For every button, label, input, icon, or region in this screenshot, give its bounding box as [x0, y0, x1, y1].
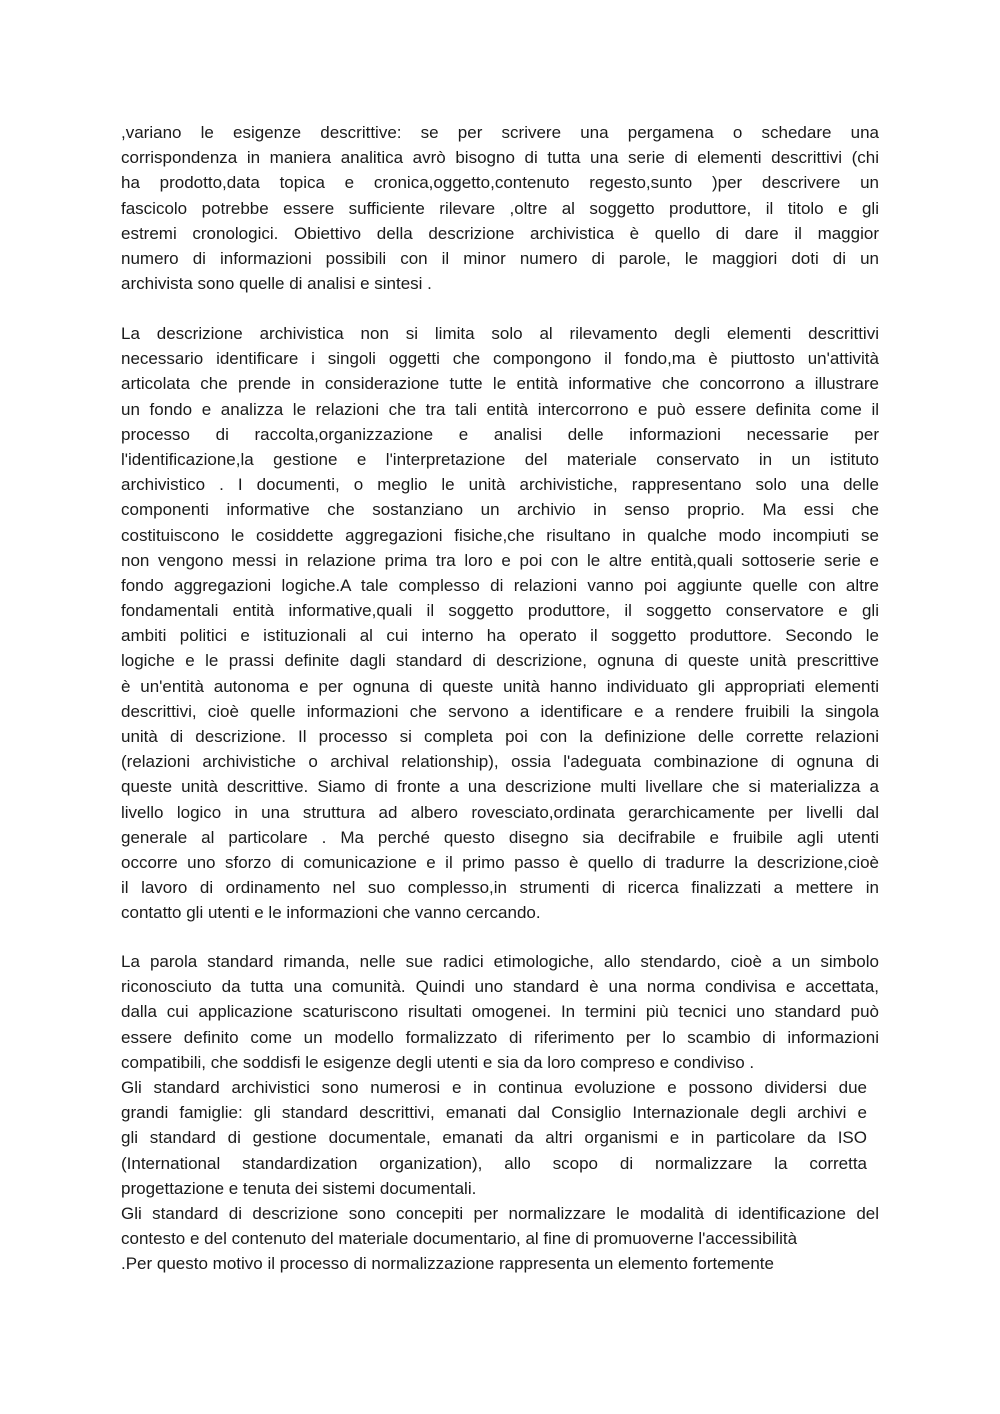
paragraph-1	[121, 120, 879, 296]
text-line: fascicolo potrebbe essere sufficiente rilevare ,oltre al soggetto produttore, il titolo e gli	[121, 198, 879, 218]
text-line: contatto gli utenti e le informazioni che vanno cercando.	[121, 903, 541, 923]
text-line: l'identificazione,la gestione e l'interpretazione del materiale conservato in un istituto	[121, 449, 879, 469]
text-line: unità di descrizione. Il processo si completa poi con la definizione delle corrette relazioni	[121, 727, 879, 746]
text-line: è un'entità autonoma e per ognuna di queste unità hanno individuato gli appropriati elementi	[121, 676, 879, 696]
text-line: archivista sono quelle di analisi e sintesi .	[121, 274, 432, 294]
text-line: numero di informazioni possibili con il minor numero di parole, le maggiori doti di un	[121, 248, 879, 268]
text-line: livello logico in una struttura ad albero rovesciato,ordinata gerarchicamente per livelli dal	[121, 802, 879, 822]
text-line: non vengono messi in relazione prima tra loro e poi con le altre entità,quali sottoserie serie e	[121, 550, 879, 570]
text-line: Gli standard archivistici sono numerosi e in continua evoluzione e possono dividersi due	[121, 1077, 867, 1097]
text-line: fondamentali entità informative,quali il soggetto produttore, il soggetto conservatore e gli	[121, 601, 879, 621]
text-line: grandi famiglie: gli standard descrittivi, emanati dal Consiglio Internazionale degli archivi e	[121, 1103, 867, 1123]
text-line: La descrizione archivistica non si limita solo al rilevamento degli elementi descrittivi	[121, 324, 879, 343]
text-line: compatibili, che soddisfi le esigenze degli utenti e sia da loro compreso e condiviso .	[121, 1052, 755, 1072]
text-line: processo di raccolta,organizzazione e analisi delle informazioni necessarie per	[121, 424, 879, 444]
text-line: (International standardization organization), allo scopo di normalizzare la corretta	[121, 1153, 867, 1173]
text-line: ,variano le esigenze descrittive: se per scrivere una pergamena o schedare una	[121, 123, 879, 142]
text-line: .Per questo motivo il processo di normalizzazione rappresenta un elemento fortemente	[121, 1254, 774, 1274]
text-line: descrittivi, cioè quelle informazioni che servono a identificare e a rendere fruibili la singola	[121, 701, 879, 721]
text-line: La parola standard rimanda, nelle sue radici etimologiche, allo stendardo, cioè a un simbolo	[121, 952, 879, 971]
text-line: fondo aggregazioni logiche.A tale complesso di relazioni vanno poi aggiunte quelle con altre	[121, 575, 879, 595]
text-line: estremi cronologici. Obiettivo della descrizione archivistica è quello di dare il maggior	[121, 223, 879, 243]
text-line: necessario identificare i singoli oggetti che compongono il fondo,ma è piuttosto un'attività	[121, 349, 879, 369]
paragraph-3	[121, 949, 879, 1276]
text-line: dalla cui applicazione scaturiscono risultati omogenei. In termini più tecnici uno standard può	[121, 1002, 879, 1022]
text-line: occorre uno sforzo di comunicazione e il primo passo è quello di tradurre la descrizione,cioè	[121, 852, 879, 872]
text-line: articolata che prende in considerazione tutte le entità informative che concorrono a illustrare	[121, 374, 879, 394]
text-line: gli standard di gestione documentale, emanati da altri organismi e in particolare da ISO	[121, 1128, 867, 1148]
text-line: queste unità descrittive. Siamo di fronte a una descrizione multi livellare che si materializza a	[121, 777, 879, 797]
text-line: contesto e del contenuto del materiale documentario, al fine di promuoverne l'accessibilità	[121, 1229, 798, 1249]
text-line: riconosciuto da tutta una comunità. Quindi uno standard è una norma condivisa e accettata,	[121, 977, 879, 997]
text-line: logiche e le prassi definite dagli standard di descrizione, ognuna di queste unità prescrittive	[121, 651, 879, 671]
text-line: Gli standard di descrizione sono concepiti per normalizzare le modalità di identificazione del	[121, 1203, 879, 1223]
text-line: archivistico . I documenti, o meglio le unità archivistiche, rappresentano solo una delle	[121, 475, 879, 495]
text-line: costituiscono le cosiddette aggregazioni fisiche,che risultano in qualche modo incompiuti se	[121, 525, 879, 545]
text-line: progettazione e tenuta dei sistemi documentali.	[121, 1178, 477, 1198]
text-line: ambiti politici e istituzionali al cui interno ha operato il soggetto produttore. Secondo le	[121, 626, 879, 646]
text-line: generale al particolare . Ma perché questo disegno sia decifrabile e fruibile agli utenti	[121, 827, 879, 847]
text-line: corrispondenza in maniera analitica avrò bisogno di tutta una serie di elementi descrittivi (chi	[121, 148, 879, 168]
text-line: essere definito come un modello formalizzato di riferimento per lo scambio di informazioni	[121, 1027, 879, 1047]
text-line: un fondo e analizza le relazioni che tra tali entità intercorrono e può essere definita come il	[121, 399, 879, 419]
text-line: ha prodotto,data topica e cronica,oggetto,contenuto regesto,sunto )per descrivere un	[121, 173, 879, 193]
text-line: componenti informative che sostanziano un archivio in senso proprio. Ma essi che	[121, 500, 879, 520]
text-line: (relazioni archivistiche o archival relationship), ossia l'adeguata combinazione di ognuna di	[121, 752, 879, 772]
text-line: il lavoro di ordinamento nel suo complesso,in strumenti di ricerca finalizzati a mettere in	[121, 878, 879, 898]
paragraph-2	[121, 321, 879, 926]
